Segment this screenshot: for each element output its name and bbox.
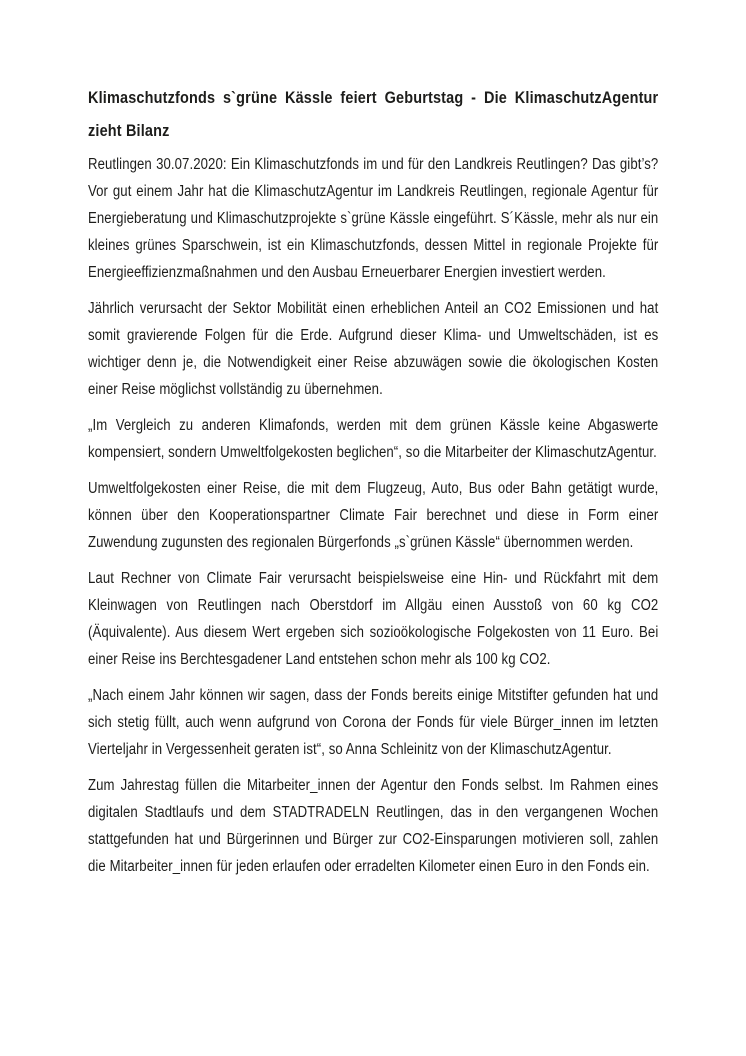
paragraph: Laut Rechner von Climate Fair verursacht beispielsweise eine Hin- und Rückfahrt mit dem Kleinwagen von Reutlingen nach Oberstdorf im Allgäu einen Ausstoß von 60 kg CO2 (Äquivalente). Aus diesem Wert ergeben sich sozioökologische Folgekosten von 11 Euro. Bei einer Reise ins Berchtesgadener Land entstehen schon mehr als 100 kg CO2. (88, 570, 659, 668)
document-body (88, 151, 658, 880)
paragraph: Reutlingen 30.07.2020: Ein Klimaschutzfonds im und für den Landkreis Reutlingen? Das gibt’s? Vor gut einem Jahr hat die KlimaschutzAgentur im Landkreis Reutlingen, regionale Agentur für Energieberatung und Klimaschutzprojekte s`grüne Kässle eingeführt. S´Kässle, mehr als nur ein kleines grünes Sparschwein, ist ein Klimaschutzfonds, dessen Mittel in regionale Projekte für Energieeffizienzmaßnahmen und den Ausbau Erneuerbarer Energien investiert werden. (88, 156, 659, 281)
document-title: Klimaschutzfonds s`grüne Kässle feiert Geburtstag - Die KlimaschutzAgentur zieht Bilanz (88, 88, 659, 140)
paragraph: „Nach einem Jahr können wir sagen, dass der Fonds bereits einige Mitstifter gefunden hat und sich stetig füllt, auch wenn aufgrund von Corona der Fonds für viele Bürger_innen im letzten Vierteljahr in Vergessenheit geraten ist“, so Anna Schleinitz von der KlimaschutzAgentur. (88, 687, 659, 758)
paragraph: Jährlich verursacht der Sektor Mobilität einen erheblichen Anteil an CO2 Emissionen und hat somit gravierende Folgen für die Erde. Aufgrund dieser Klima- und Umweltschäden, ist es wichtiger denn je, die Notwendigkeit einer Reise abzuwägen sowie die ökologischen Kosten einer Reise möglichst vollständig zu übernehmen. (88, 300, 659, 398)
paragraph: Umweltfolgekosten einer Reise, die mit dem Flugzeug, Auto, Bus oder Bahn getätigt wurde, können über den Kooperationspartner Climate Fair berechnet und diese in Form einer Zuwendung zugunsten des regionalen Bürgerfonds „s`grünen Kässle“ übernommen werden. (88, 480, 659, 551)
paragraph: „Im Vergleich zu anderen Klimafonds, werden mit dem grünen Kässle keine Abgaswerte kompensiert, sondern Umweltfolgekosten beglichen“, so die Mitarbeiter der KlimaschutzAgentur. (88, 417, 659, 461)
paragraph: Zum Jahrestag füllen die Mitarbeiter_innen der Agentur den Fonds selbst. Im Rahmen eines digitalen Stadtlaufs und dem STADTRADELN Reutlingen, das in den vergangenen Wochen stattgefunden hat und Bürgerinnen und Bürger zur CO2-Einsparungen motivieren soll, zahlen die Mitarbeiter_innen für jeden erlaufen oder erradelten Kilometer einen Euro in den Fonds ein. (88, 777, 659, 875)
press-release (88, 81, 658, 889)
